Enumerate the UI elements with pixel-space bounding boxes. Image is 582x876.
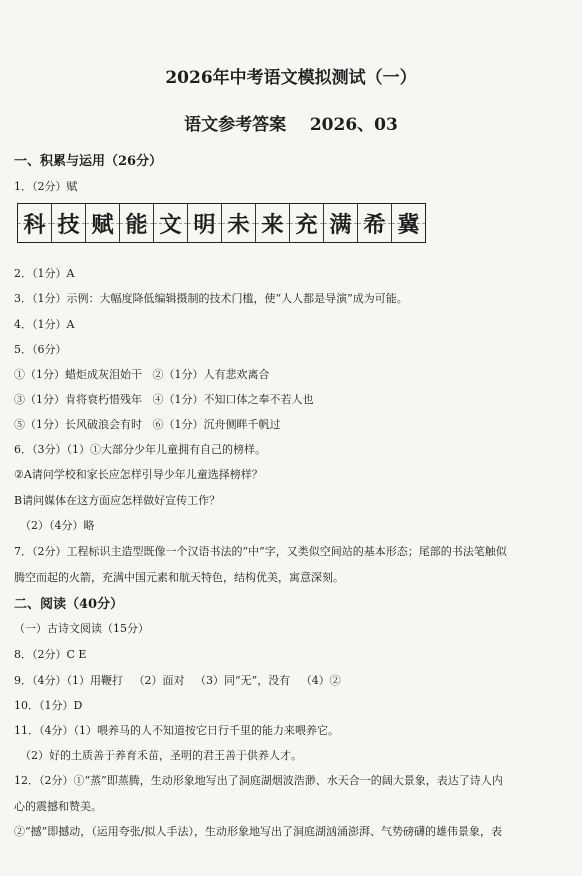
subsection-heading: （一）古诗文阅读（15分） [14,622,149,635]
answer-q6-a: ②A请问学校和家长应怎样引导少年儿童选择榜样？ [14,468,263,481]
grid-cell: 明 [188,204,222,242]
answer-q8: 8．（2分）C E [14,648,87,661]
grid-cell: 文 [154,204,188,242]
answer-q12-line2: 心的震撼和赞美。 [14,800,102,813]
answer-q7-line1: 7．（2分）工程标识主造型既像一个汉语书法的“中”字，又类似空间站的基本形态；尾部的书法笔触似 [14,545,507,558]
answer-q1: 1．（2分）赋 [14,180,78,193]
answer-q6: 6．（3分）（1）①大部分少年儿童拥有自己的榜样。 [14,443,266,456]
answer-q5-line1: ①（1分）蜡炬成灰泪始干 ②（1分）人有悲欢离合 [14,368,270,381]
answer-q12-line3: ②“撼”即撼动，（运用夸张/拟人手法），生动形象地写出了洞庭湖汹涌澎湃、气势磅礴的雄伟景象，表 [14,825,502,838]
page-subtitle: 语文参考答案 2026、03 [184,115,398,135]
answer-q7-line2: 腾空而起的火箭，充满中国元素和航天特色，结构优美，寓意深刻。 [14,571,344,584]
grid-cell: 科 [18,204,52,242]
answer-q11-b: （2）好的土质善于养育禾苗，圣明的君王善于供养人才。 [20,749,302,762]
answer-q9: 9．（4分）（1）用鞭打 （2）面对 （3）同“无”，没有 （4）② [14,674,341,687]
answer-q3: 3．（1分）示例：大幅度降低编辑摄制的技术门槛，使“人人都是导演”成为可能。 [14,292,408,305]
answer-q5-line3: ⑤（1分）长风破浪会有时 ⑥（1分）沉舟侧畔千帆过 [14,418,281,431]
answer-q5-line2: ③（1分）肯将衰朽惜残年 ④（1分）不知口体之奉不若人也 [14,393,314,406]
grid-cell: 希 [358,204,392,242]
grid-cell: 技 [52,204,86,242]
section-heading-2: 二、阅读（40分） [14,597,124,612]
answer-q4: 4．（1分）A [14,318,75,331]
grid-cell: 充 [290,204,324,242]
answer-q6-b: B请问媒体在这方面应怎样做好宣传工作？ [14,494,221,507]
page-title: 2026年中考语文模拟测试（一） [165,68,417,88]
answer-q10: 10．（1分）D [14,699,83,712]
answer-q12-line1: 12．（2分）①“蒸”即蒸腾，生动形象地写出了洞庭湖烟波浩渺、水天合一的阔大景象，表达了诗人内 [14,774,503,787]
grid-cell: 冀 [392,204,425,242]
grid-cell: 未 [222,204,256,242]
character-grid [17,203,426,243]
grid-cell: 能 [120,204,154,242]
grid-cell: 满 [324,204,358,242]
answer-q2: 2．（1分）A [14,267,75,280]
grid-cell: 来 [256,204,290,242]
answer-q5: 5．（6分） [14,343,67,356]
section-heading-1: 一、积累与运用（26分） [14,154,163,169]
answer-q6-c: （2）（4分）略 [20,519,95,532]
answer-q11: 11．（4分）（1）喂养马的人不知道按它日行千里的能力来喂养它。 [14,724,339,737]
grid-cell: 赋 [86,204,120,242]
